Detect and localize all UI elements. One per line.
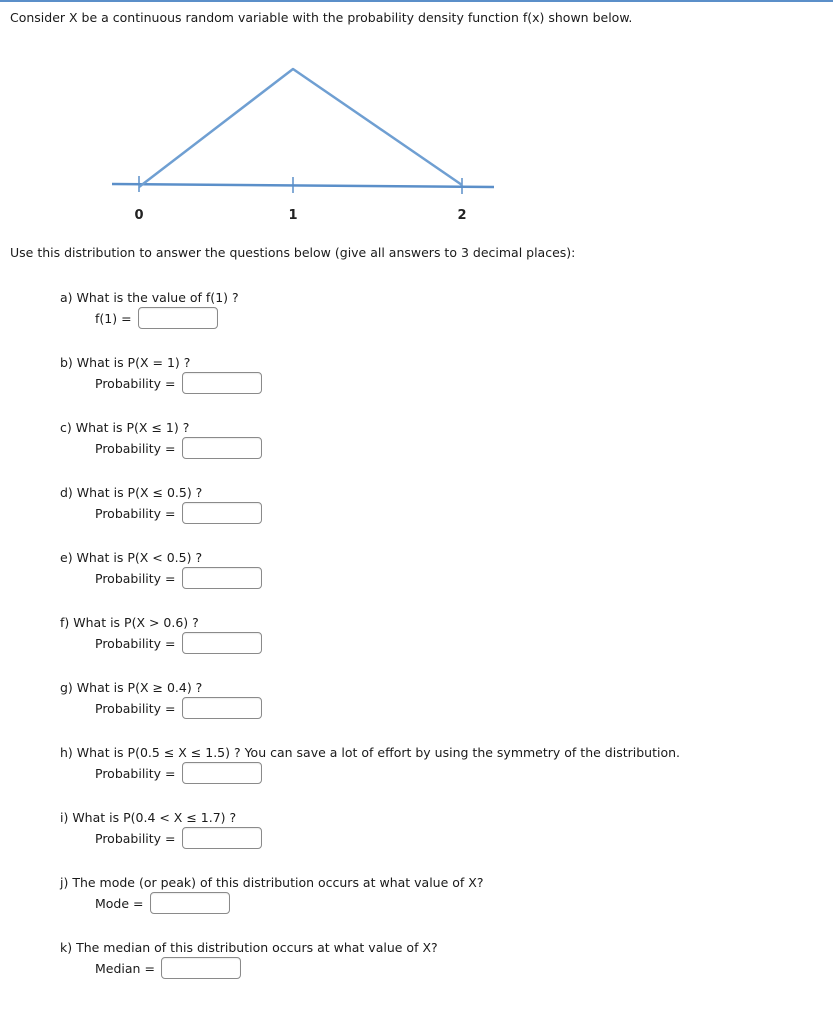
- question-g-prompt: g) What is P(X ≥ 0.4) ?: [60, 680, 203, 695]
- answer-row-b: [95, 372, 262, 394]
- x-axis-line: [112, 184, 494, 187]
- tick-label-1: 1: [288, 208, 298, 223]
- answer-row-g: [95, 697, 262, 719]
- density-triangle: [139, 69, 462, 187]
- answer-label-j: Mode =: [95, 895, 144, 911]
- answer-input-h[interactable]: [182, 762, 262, 784]
- question-k-prompt: k) The median of this distribution occurs at what value of X?: [60, 940, 438, 955]
- question-f-prompt: f) What is P(X > 0.6) ?: [60, 615, 199, 630]
- question-d-prompt: d) What is P(X ≤ 0.5) ?: [60, 485, 203, 500]
- answer-label-h: Probability =: [95, 765, 176, 781]
- answer-label-e: Probability =: [95, 570, 176, 586]
- answer-input-f[interactable]: [182, 632, 262, 654]
- answer-row-d: [95, 502, 262, 524]
- answer-label-k: Median =: [95, 960, 155, 976]
- question-h-prompt: h) What is P(0.5 ≤ X ≤ 1.5) ? You can save a lot of effort by using the symmetry of the distribution.: [60, 745, 680, 760]
- answer-label-c: Probability =: [95, 440, 176, 456]
- tick-label-0: 0: [134, 208, 144, 223]
- answer-input-i[interactable]: [182, 827, 262, 849]
- answer-label-b: Probability =: [95, 375, 176, 391]
- answer-input-g[interactable]: [182, 697, 262, 719]
- question-i-prompt: i) What is P(0.4 < X ≤ 1.7) ?: [60, 810, 237, 825]
- question-b-prompt: b) What is P(X = 1) ?: [60, 355, 191, 370]
- answer-label-g: Probability =: [95, 700, 176, 716]
- answer-row-a: [95, 307, 218, 329]
- answer-label-i: Probability =: [95, 830, 176, 846]
- tick-label-2: 2: [457, 208, 467, 223]
- intro-text: Consider X be a continuous random variable with the probability density function f(x) shown below.: [10, 10, 633, 25]
- answer-row-e: [95, 567, 262, 589]
- question-c-prompt: c) What is P(X ≤ 1) ?: [60, 420, 190, 435]
- answer-row-h: [95, 762, 262, 784]
- answer-row-c: [95, 437, 262, 459]
- answer-input-e[interactable]: [182, 567, 262, 589]
- question-e-prompt: e) What is P(X < 0.5) ?: [60, 550, 203, 565]
- question-a-prompt: a) What is the value of f(1) ?: [60, 290, 239, 305]
- answer-row-k: [95, 957, 241, 979]
- answer-row-f: [95, 632, 262, 654]
- question-j-prompt: j) The mode (or peak) of this distribution occurs at what value of X?: [60, 875, 484, 890]
- answer-input-k[interactable]: [161, 957, 241, 979]
- answer-label-a: f(1) =: [95, 310, 132, 326]
- answer-input-d[interactable]: [182, 502, 262, 524]
- answer-row-j: [95, 892, 230, 914]
- answer-label-f: Probability =: [95, 635, 176, 651]
- answer-input-a[interactable]: [138, 307, 218, 329]
- pdf-graph: [0, 0, 833, 240]
- instructions-text: Use this distribution to answer the questions below (give all answers to 3 decimal places):: [10, 245, 576, 260]
- answer-input-j[interactable]: [150, 892, 230, 914]
- answer-input-c[interactable]: [182, 437, 262, 459]
- answer-input-b[interactable]: [182, 372, 262, 394]
- answer-label-d: Probability =: [95, 505, 176, 521]
- answer-row-i: [95, 827, 262, 849]
